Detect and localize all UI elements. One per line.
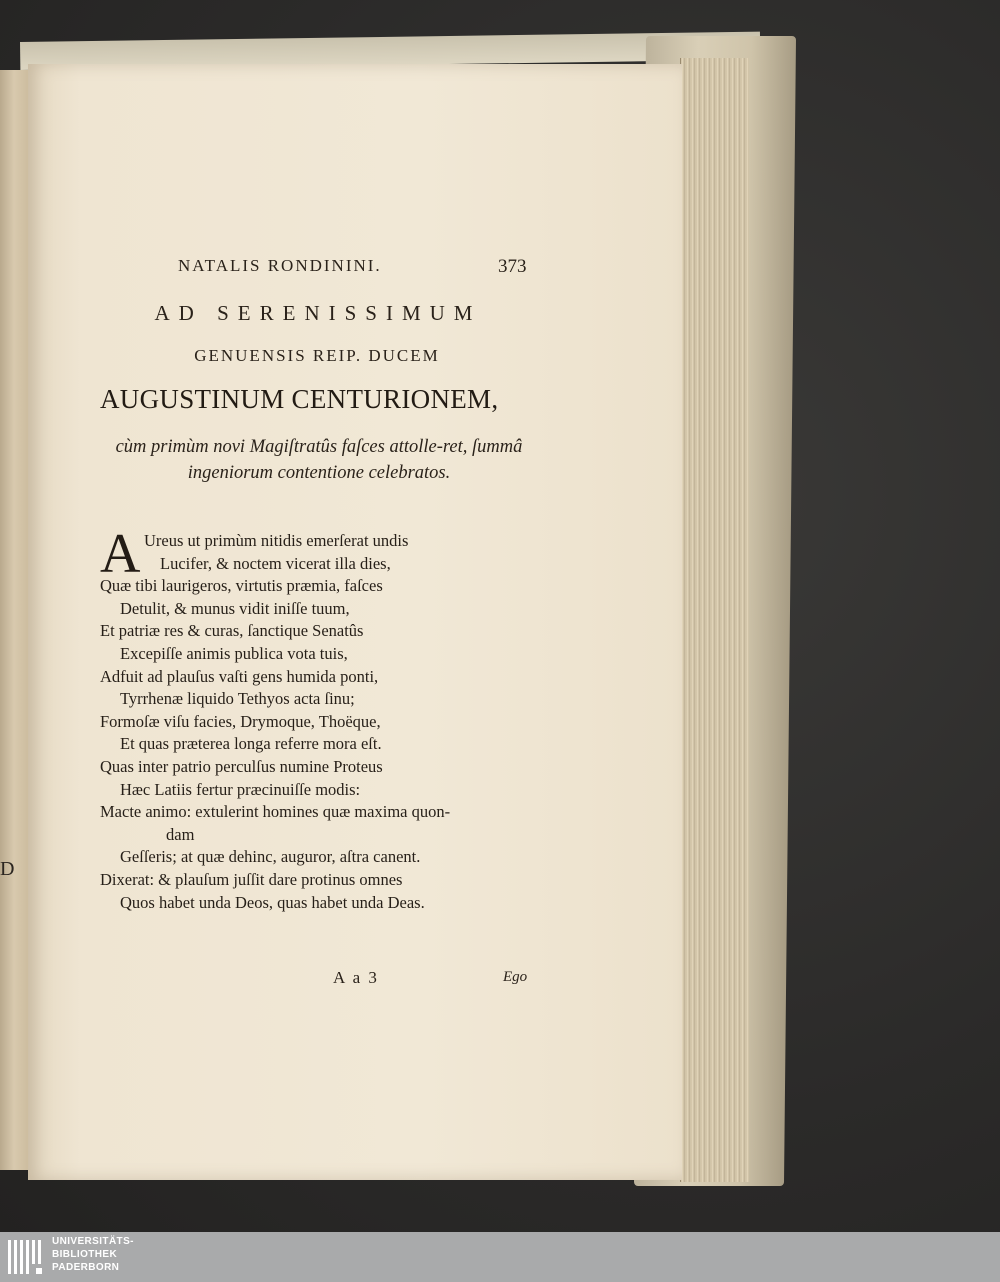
signature-mark: A a 3: [333, 968, 379, 987]
poem-line: Ureus ut primùm nitidis emerſerat undis: [144, 531, 409, 550]
poem-line: Dixerat: & plauſum juſſit dare protinus omnes: [100, 869, 403, 889]
poem-line: Hæc Latiis fertur præcinuiſſe modis:: [120, 779, 361, 799]
library-logo-icon: [6, 1236, 46, 1278]
poem-line: Lucifer, & noctem vicerat illa dies,: [160, 553, 391, 573]
library-name: [52, 1235, 134, 1274]
title-line-3: AUGUSTINUM CENTURIONEM,: [100, 384, 499, 414]
poem-line: Quas inter patrio perculſus numine Proteus: [100, 756, 383, 776]
poem-line: Et patriæ res & curas, ſanctique Senatûs: [100, 621, 364, 641]
library-footer-bar: [0, 1232, 1000, 1282]
poem-line: Et quas præterea longa referre mora eſt.: [120, 734, 382, 754]
library-name-line: PADERBORN: [52, 1262, 120, 1273]
library-name-line: UNIVERSITÄTS-: [52, 1236, 134, 1247]
poem-line: Detulit, & munus vidit iniſſe tuum,: [120, 598, 350, 618]
poem-line: Adfuit ad plauſus vaſti gens humida ponti,: [100, 666, 379, 686]
poem-line: dam: [166, 824, 195, 844]
poem-line: Excepiſſe animis publica vota tuis,: [120, 643, 348, 663]
running-title: NATALIS RONDININI.: [178, 256, 382, 275]
left-page-edge: [0, 70, 29, 1170]
page-fore-edge: [680, 58, 749, 1182]
poem-line: Tyrrhenæ liquido Tethyos acta ſinu;: [120, 689, 355, 709]
poem-line: Macte animo: extulerint homines quæ maxima quon-: [100, 802, 451, 822]
poem-line: Quos habet unda Deos, quas habet unda Deas.: [120, 892, 425, 912]
left-page-glyph: D: [0, 858, 15, 880]
poem-line: Geſſeris; at quæ dehinc, auguror, aſtra canent.: [120, 847, 421, 867]
subtitle: cùm primùm novi Magiſtratûs faſces attolle-ret, ſummâ ingeniorum contentione celebratos.: [115, 437, 523, 483]
poem-line: Formoſæ viſu facies, Drymoque, Thoëque,: [100, 711, 381, 731]
title-line-2: GENUENSIS REIP. DUCEM: [194, 346, 440, 365]
poem-line: Quæ tibi laurigeros, virtutis præmia, faſces: [100, 576, 383, 596]
title-line-1: AD SERENISSIMUM: [154, 301, 482, 325]
book-page: [28, 64, 682, 1180]
library-name-line: BIBLIOTHEK: [52, 1249, 118, 1260]
drop-cap: A: [100, 523, 141, 585]
catchword: Ego: [503, 969, 528, 985]
page-number: 373: [498, 256, 527, 277]
poem-text: [100, 530, 540, 914]
